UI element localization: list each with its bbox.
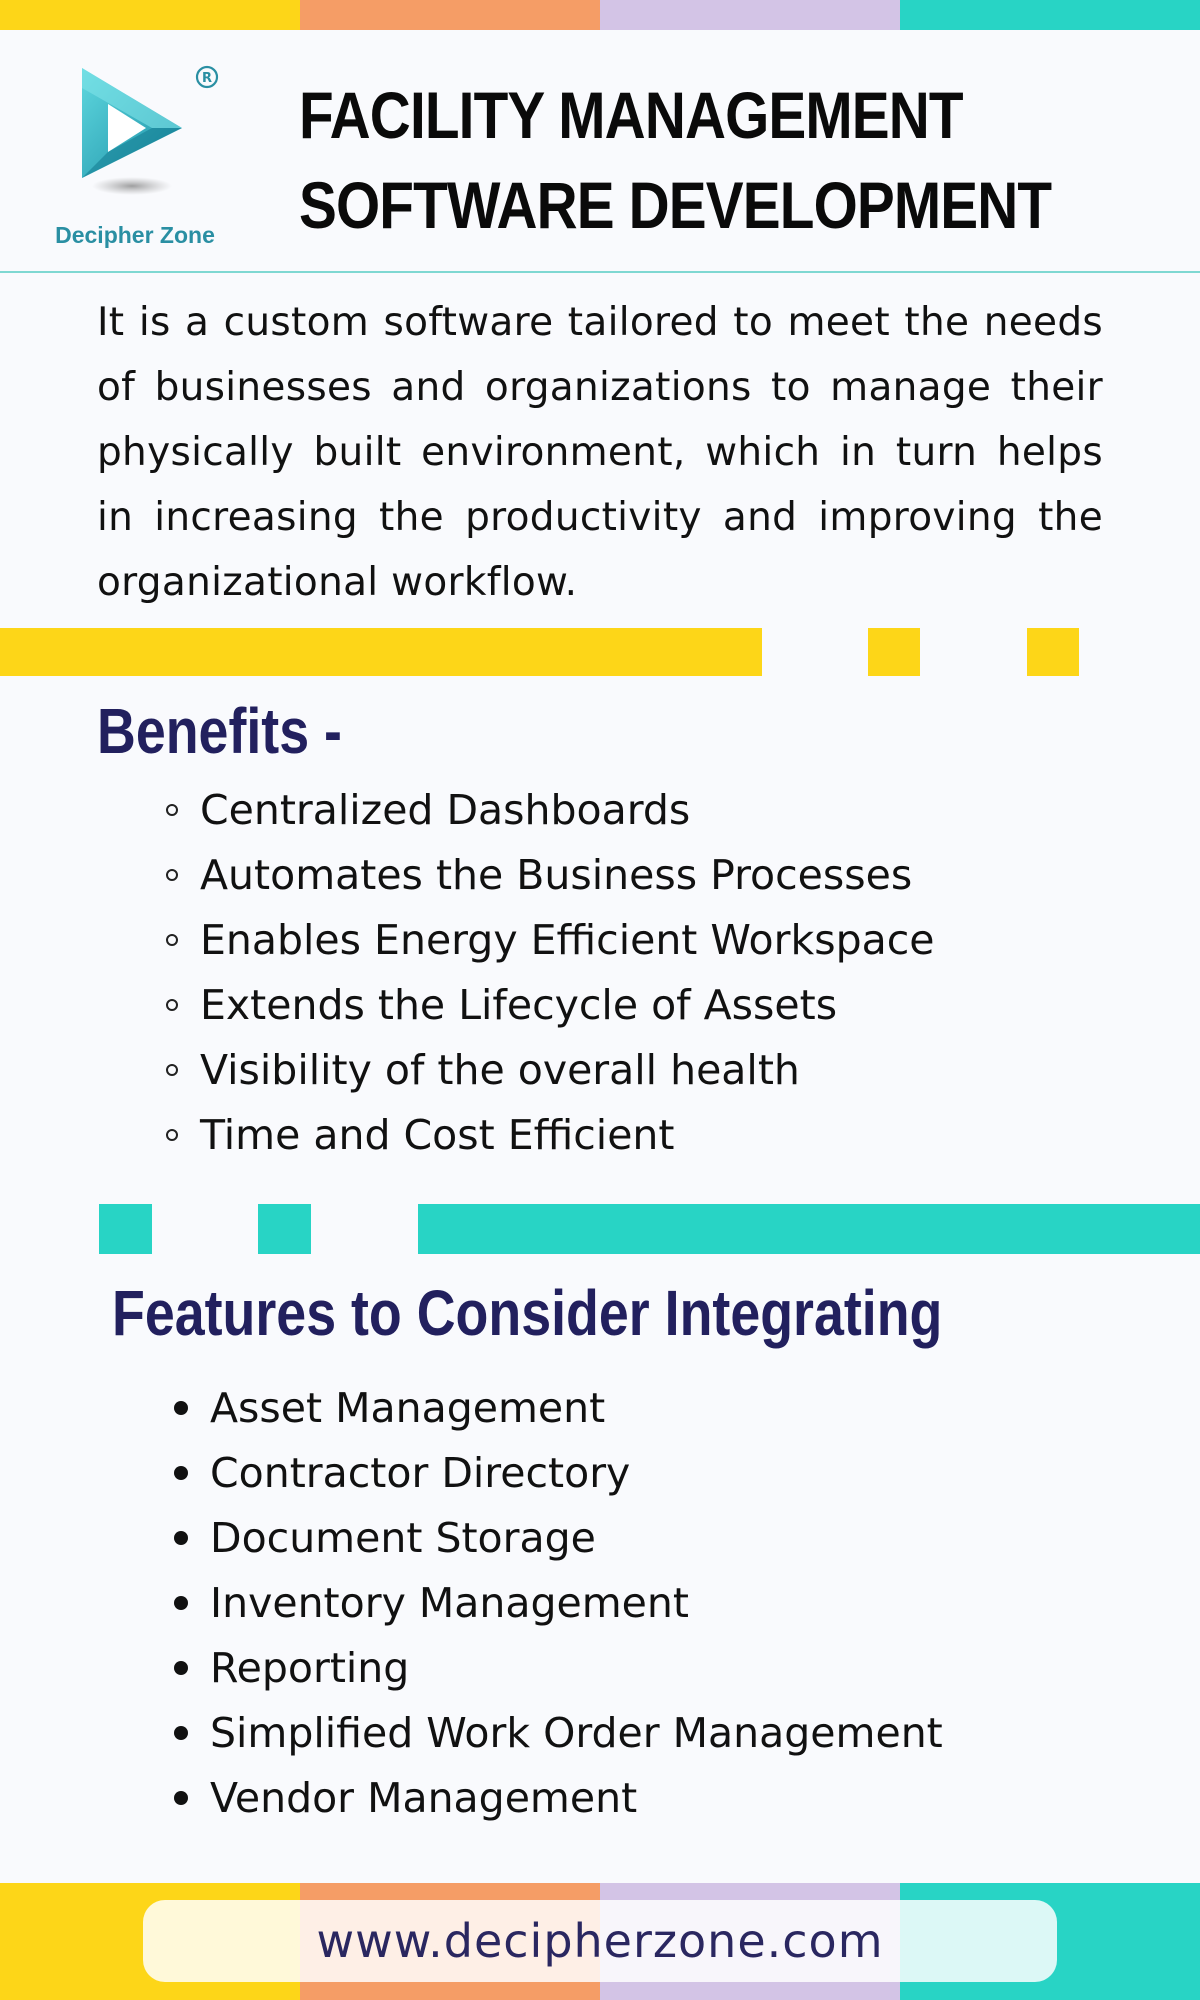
list-item: Centralized Dashboards <box>200 778 935 843</box>
bullet-icon <box>174 1791 188 1805</box>
bullet-icon <box>174 1726 188 1740</box>
stripe-lavender <box>600 0 900 30</box>
list-item: Asset Management <box>210 1376 943 1441</box>
svg-text:R: R <box>201 71 213 86</box>
list-item: Enables Energy Efficient Workspace <box>200 908 935 973</box>
list-item: Visibility of the overall health <box>200 1038 935 1103</box>
list-item: Automates the Business Processes <box>200 843 935 908</box>
hollow-bullet-icon <box>166 934 178 946</box>
divider-bar-teal <box>418 1204 1200 1254</box>
website-link[interactable]: www.decipherzone.com <box>143 1900 1057 1982</box>
hollow-bullet-icon <box>166 1064 178 1076</box>
list-item: Vendor Management <box>210 1766 943 1831</box>
divider-square-teal <box>99 1204 152 1254</box>
divider-square-yellow <box>868 628 920 676</box>
stripe-teal <box>900 0 1200 30</box>
registered-mark-icon <box>194 64 220 90</box>
brand-logo <box>40 56 230 256</box>
hollow-bullet-icon <box>166 999 178 1011</box>
benefits-heading: Benefits - <box>97 695 342 767</box>
bullet-icon <box>174 1596 188 1610</box>
divider-square-yellow <box>1027 628 1079 676</box>
hollow-bullet-icon <box>166 804 178 816</box>
bullet-icon <box>174 1661 188 1675</box>
features-heading: Features to Consider Integrating <box>112 1277 943 1349</box>
intro-paragraph: It is a custom software tailored to meet the needs of businesses and organizations to manage their physically built environment, which in turn helps in increasing the productivity and improving the organizational workflow. <box>97 300 1103 605</box>
bullet-icon <box>174 1466 188 1480</box>
divider-bar-yellow <box>0 628 762 676</box>
divider-square-teal <box>258 1204 311 1254</box>
list-item: Contractor Directory <box>210 1441 943 1506</box>
page-title <box>299 70 1052 250</box>
list-item: Time and Cost Efficient <box>200 1103 935 1168</box>
list-item: Simplified Work Order Management <box>210 1701 943 1766</box>
stripe-orange <box>300 0 600 30</box>
hollow-bullet-icon <box>166 869 178 881</box>
list-item: Extends the Lifecycle of Assets <box>200 973 935 1038</box>
features-list <box>210 1376 943 1831</box>
play-logo-icon <box>62 56 202 206</box>
bullet-icon <box>174 1401 188 1415</box>
top-color-stripe <box>0 0 1200 30</box>
benefits-list <box>200 778 935 1168</box>
list-item: Reporting <box>210 1636 943 1701</box>
list-item: Document Storage <box>210 1506 943 1571</box>
stripe-yellow <box>0 0 300 30</box>
bullet-icon <box>174 1531 188 1545</box>
logo-text: Decipher Zone <box>55 222 215 248</box>
header <box>0 30 1200 273</box>
hollow-bullet-icon <box>166 1129 178 1141</box>
title-line-2: SOFTWARE DEVELOPMENT <box>299 168 1052 242</box>
title-line-1: FACILITY MANAGEMENT <box>299 78 963 152</box>
list-item: Inventory Management <box>210 1571 943 1636</box>
